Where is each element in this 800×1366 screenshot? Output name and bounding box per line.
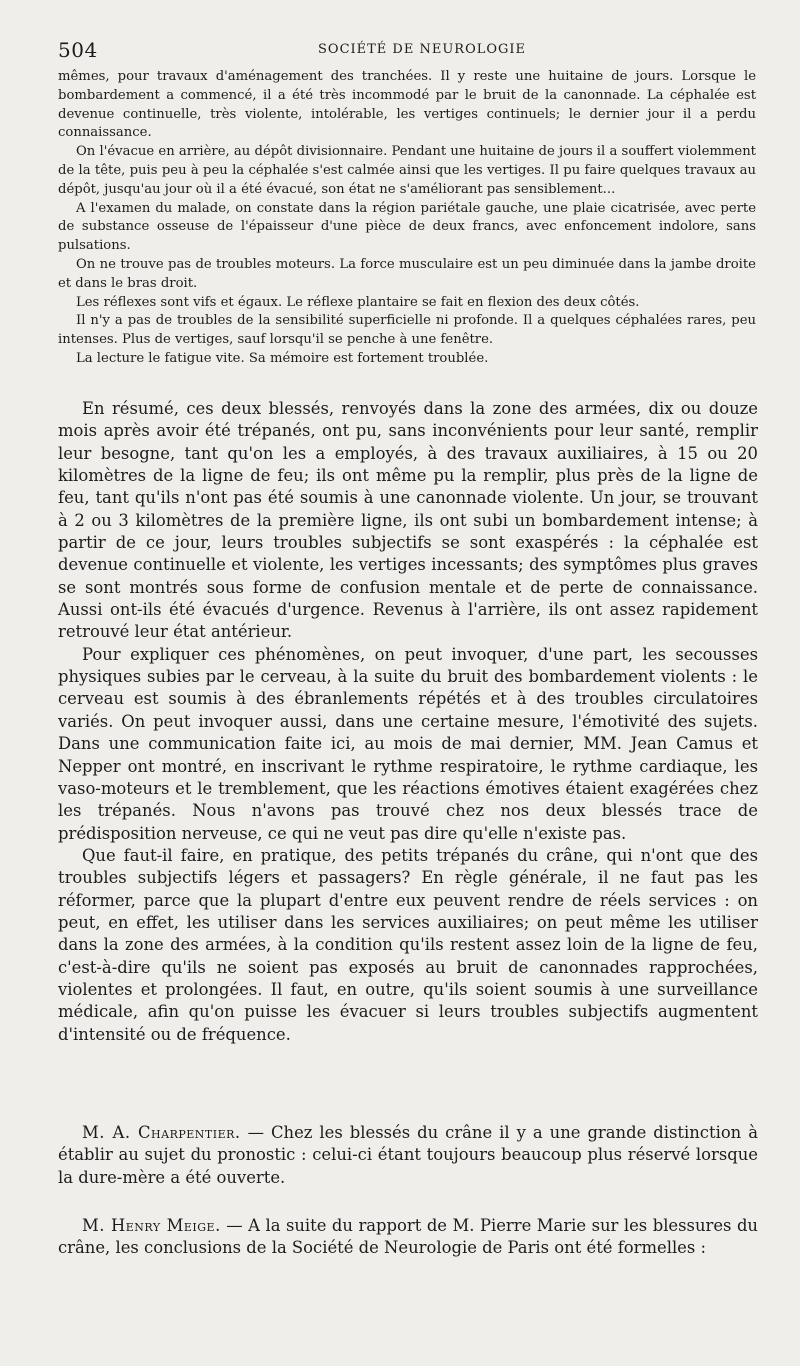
discussion-paragraph (58, 1122, 758, 1189)
case-paragraph: On ne trouve pas de troubles moteurs. La force musculaire est un peu diminuée dans la jambe droite et dans le bras droit. (58, 256, 756, 291)
running-head: SOCIÉTÉ DE NEUROLOGIE (318, 42, 527, 57)
discussion-charpentier (58, 1122, 758, 1189)
speaker-name: M. A. Charpentier. (82, 1123, 241, 1142)
case-paragraph: Il n'y a pas de troubles de la sensibilité superficielle ni profonde. Il a quelques céphalées rares, peu intenses. Plus de vertiges, sauf lorsqu'il se penche à une fenêtre. (58, 313, 756, 348)
summary-paragraph: Que faut-il faire, en pratique, des petits trépanés du crâne, qui n'ont que des troubles subjectifs légers et passagers? En règle générale, il ne faut pas les réformer, parce que la plupart d'entre eux peuvent rendre de réels services : on peut, en effet, les utiliser dans les services auxiliaires; on peut même les utiliser dans la zone des armées, à la condition qu'ils restent assez loin de la ligne de feu, c'est-à-dire qu'ils ne soient pas exposés au bruit de canonnades rapprochées, violentes et prolongées. Il faut, en outre, qu'ils soient soumis à une surveillance médicale, afin qu'on puisse les évacuer si leurs troubles subjectifs augmentent d'intensité ou de fréquence. (58, 845, 758, 1044)
discussion-meige (58, 1215, 758, 1260)
speaker-name: M. Henry Meige. (82, 1216, 221, 1235)
page-number: 504 (58, 38, 98, 62)
case-paragraph: Les réflexes sont vifs et égaux. Le réflexe plantaire se fait en flexion des deux côtés. (76, 294, 640, 310)
summary-paragraph: En résumé, ces deux blessés, renvoyés dans la zone des armées, dix ou douze mois après avoir été trépanés, ont pu, sans inconvénients pour leur santé, remplir leur besogne, tant qu'on les a employés, à des travaux auxiliaires, à 15 ou 20 kilomètres de la ligne de feu; ils ont même pu la remplir, plus près de la ligne de feu, tant qu'ils n'ont pas été soumis à une canonnade violente. Un jour, se trouvant à 2 ou 3 kilomètres de la première ligne, ils ont subi un bombardement intense; à partir de ce jour, leurs troubles subjectifs se sont exaspérés : la céphalée est devenue continuelle et violente, les vertiges incessants; des symptômes plus graves se sont montrés sous forme de confusion mentale et de perte de connaissance. Aussi ont-ils été évacués d'urgence. Revenus à l'arrière, ils ont assez rapidement retrouvé leur état antérieur. (58, 399, 758, 642)
summary-paragraph: Pour expliquer ces phénomènes, on peut invoquer, d'une part, les secousses physiques subies par le cerveau, à la suite du bruit des bombardement violents : le cerveau est soumis à des ébranlements répétés et à des troubles circulatoires variés. On peut invoquer aussi, dans une certaine mesure, l'émotivité des sujets. Dans une communication faite ici, au mois de mai dernier, MM. Jean Camus et Nepper ont montré, en inscrivant le rythme respiratoire, le rythme cardiaque, les vaso-moteurs et le tremblement, que les réactions émotives étaient exagérées chez les trépanés. Nous n'avons pas trouvé chez nos deux blessés trace de prédisposition nerveuse, ce qui ne veut pas dire qu'elle n'existe pas. (58, 644, 758, 843)
case-paragraph: On l'évacue en arrière, au dépôt divisionnaire. Pendant une huitaine de jours il a souffert violemment de la tête, puis peu à peu la céphalée s'est calmée ainsi que les vertiges. Il pu faire quelques travaux au dépôt, jusqu'au jour où il a été évacué, son état ne s'améliorant pas sensiblement... (58, 144, 756, 197)
discussion-text: — A la suite du rapport de M. Pierre Marie sur les blessures du crâne, les conclusions de la Société de Neurologie de Paris ont été formelles : (58, 1216, 758, 1258)
summary-section (58, 398, 758, 1046)
discussion-paragraph (58, 1215, 758, 1260)
discussion-text: — Chez les blessés du crâne il y a une grande distinction à établir au sujet du pronostic : celui-ci étant toujours beaucoup plus réservé lorsque la dure-mère a été ouverte. (58, 1123, 758, 1187)
case-paragraph: A l'examen du malade, on constate dans la région pariétale gauche, une plaie cicatrisée, avec perte de substance osseuse de l'épaisseur d'une pièce de deux francs, avec enfoncement indolore, sans pulsations. (58, 200, 756, 254)
case-paragraph: La lecture le fatigue vite. Sa mémoire est fortement troublée. (76, 350, 489, 366)
case-paragraph: mêmes, pour travaux d'aménagement des tranchées. Il y reste une huitaine de jours. Lorsque le bombardement a commencé, il a été très incommodé par le bruit de la canonnade. La céphalée est devenue continuelle, très violente, intolérable, les vertiges continuels; le dernier jour il a perdu connaissance. (58, 69, 756, 141)
case-report-section (58, 68, 756, 369)
page-header (58, 38, 758, 60)
